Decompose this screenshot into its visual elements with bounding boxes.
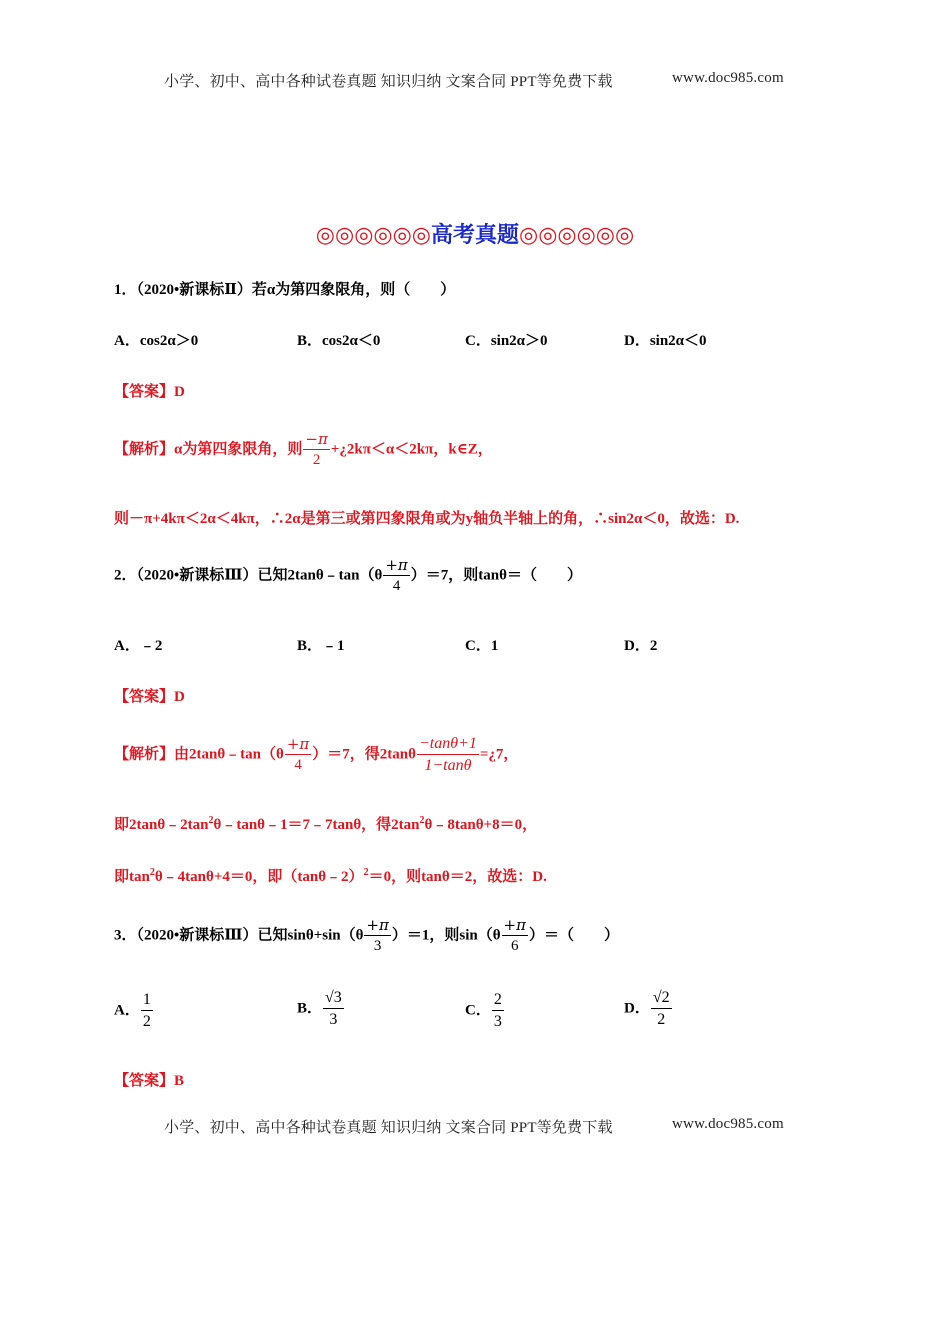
q2-option-b: B．﹣1 <box>297 638 345 654</box>
q3-option-d-fraction <box>651 990 672 1028</box>
header-text: 小学、初中、高中各种试卷真题 知识归纳 文案合同 PPT等免费下载 <box>164 74 613 90</box>
q3-option-d <box>624 990 673 1028</box>
q1-option-d: D．sin2α＜0 <box>624 333 707 349</box>
q1-exp1-num: −π <box>305 430 328 448</box>
q3-option-a-num: 1 <box>141 992 153 1011</box>
q3-answer: 【答案】B <box>114 1073 185 1089</box>
page-title <box>0 218 950 249</box>
q1-option-b: B．cos2α＜0 <box>297 333 381 349</box>
q3-stem-pre: 3．（2020•新课标Ⅲ）已知sinθ+sin（θ <box>114 927 364 944</box>
q2-stem-pre: 2．（2020•新课标Ⅲ）已知2tanθ﹣tan（θ <box>114 567 383 584</box>
q3-option-c <box>465 992 505 1030</box>
q2-exp2-sup2: 2 <box>419 815 425 826</box>
q3-option-b <box>297 990 345 1028</box>
q3-option-b-fraction <box>323 990 344 1028</box>
q2-stem-fraction <box>383 558 409 594</box>
q2-exp1-fden: 4 <box>294 757 302 773</box>
q2-exp3-b: θ﹣4tanθ+4＝0，即（tanθ﹣2） <box>154 869 364 885</box>
q1-exp1-den: 2 <box>312 452 321 468</box>
q2-exp1-fraction-b <box>417 736 479 774</box>
q3-option-c-den: 3 <box>493 1013 502 1030</box>
q2-exp2-sup: 2 <box>208 815 214 826</box>
q3-option-b-num: √3 <box>323 990 344 1009</box>
q3-stem-fraction-1 <box>364 918 390 954</box>
q3-option-d-num: √2 <box>651 990 672 1009</box>
q1-explanation-1 <box>114 432 493 468</box>
q3-stem-fraction-2 <box>502 918 528 954</box>
q3-option-a-fraction <box>141 992 153 1030</box>
q2-explanation-1 <box>114 736 518 774</box>
q2-exp1-pre: 【解析】由2tanθ﹣tan（θ <box>114 746 284 763</box>
q2-exp3-sup2: 2 <box>363 867 369 878</box>
q2-stem <box>114 558 582 594</box>
q2-exp2-a: 即2tanθ﹣2tan <box>114 817 209 833</box>
q3-f1-den: 3 <box>373 938 382 954</box>
q2-option-c: C．1 <box>465 638 499 654</box>
q1-answer: 【答案】D <box>114 384 185 400</box>
q3-option-d-den: 2 <box>657 1011 666 1028</box>
q3-stem-mid: ）＝1，则sin（θ <box>391 927 501 944</box>
q3-option-a-den: 2 <box>142 1013 151 1030</box>
q2-exp3-c: ＝0，则tanθ＝2，故选：D. <box>368 869 547 885</box>
title-rings-right: ◎◎◎◎◎◎ <box>519 222 635 247</box>
title-rings-left: ◎◎◎◎◎◎ <box>315 222 431 247</box>
q2-explanation-3 <box>114 865 547 886</box>
q2-option-a: A．﹣2 <box>114 638 163 654</box>
q2-exp1-fraction-a <box>285 737 311 773</box>
q2-exp1-bnum: −tanθ+1 <box>417 736 479 755</box>
q2-stem-num: +π <box>385 556 408 574</box>
q2-option-d: D．2 <box>624 638 658 654</box>
q1-exp1-fraction <box>303 432 329 468</box>
q3-f1-num: +π <box>366 916 389 934</box>
q1-explanation-2: 则－π+4kπ＜2α＜4kπ，∴2α是第三或第四象限角或为y轴负半轴上的角，∴sin2α＜0，故选：D. <box>114 511 740 527</box>
q2-exp3-a: 即tan <box>114 869 150 885</box>
q2-answer: 【答案】D <box>114 689 185 705</box>
header-url[interactable]: www.doc985.com <box>672 70 784 86</box>
q2-exp3-sup: 2 <box>149 867 155 878</box>
footer-text: 小学、初中、高中各种试卷真题 知识归纳 文案合同 PPT等免费下载 <box>164 1120 613 1136</box>
q2-stem-den: 4 <box>392 578 401 594</box>
q2-stem-post: ）＝7，则tanθ＝（ ） <box>410 567 582 584</box>
q3-f2-den: 6 <box>511 938 519 954</box>
q3-stem <box>114 918 619 954</box>
q2-exp2-b: θ﹣tanθ﹣1＝7﹣7tanθ，得2tan <box>213 817 420 833</box>
q3-option-c-fraction <box>492 992 504 1030</box>
q1-exp1-post: +¿2kπ＜α＜2kπ，k∈Z， <box>330 441 493 458</box>
q1-option-a: A．cos2α＞0 <box>114 333 199 349</box>
q2-explanation-2 <box>114 813 537 834</box>
q2-exp1-bden: 1−tanθ <box>424 757 472 774</box>
q3-option-c-label: C． <box>465 1002 491 1019</box>
q1-option-c: C．sin2α＞0 <box>465 333 548 349</box>
q1-stem: 1．（2020•新课标Ⅱ）若α为第四象限角，则（ ） <box>114 282 456 298</box>
q3-option-c-num: 2 <box>492 992 504 1011</box>
q3-stem-post: ）＝（ ） <box>528 927 619 944</box>
q2-exp2-c: θ﹣8tanθ+8＝0， <box>424 817 538 833</box>
title-main: 高考真题 <box>430 222 519 247</box>
footer-url[interactable]: www.doc985.com <box>672 1116 784 1132</box>
q3-option-d-label: D． <box>624 1000 650 1017</box>
q3-option-a <box>114 992 154 1030</box>
q2-exp1-post: =¿7， <box>479 746 519 763</box>
q2-exp1-fnum: +π <box>286 735 310 753</box>
q2-exp1-mid: ）＝7，得2tanθ <box>312 746 416 763</box>
q3-option-a-label: A． <box>114 1002 140 1019</box>
q3-option-b-den: 3 <box>329 1011 338 1028</box>
q3-f2-num: +π <box>503 916 526 934</box>
q1-exp1-pre: 【解析】α为第四象限角，则 <box>114 441 303 458</box>
q3-option-b-label: B． <box>297 1000 323 1017</box>
